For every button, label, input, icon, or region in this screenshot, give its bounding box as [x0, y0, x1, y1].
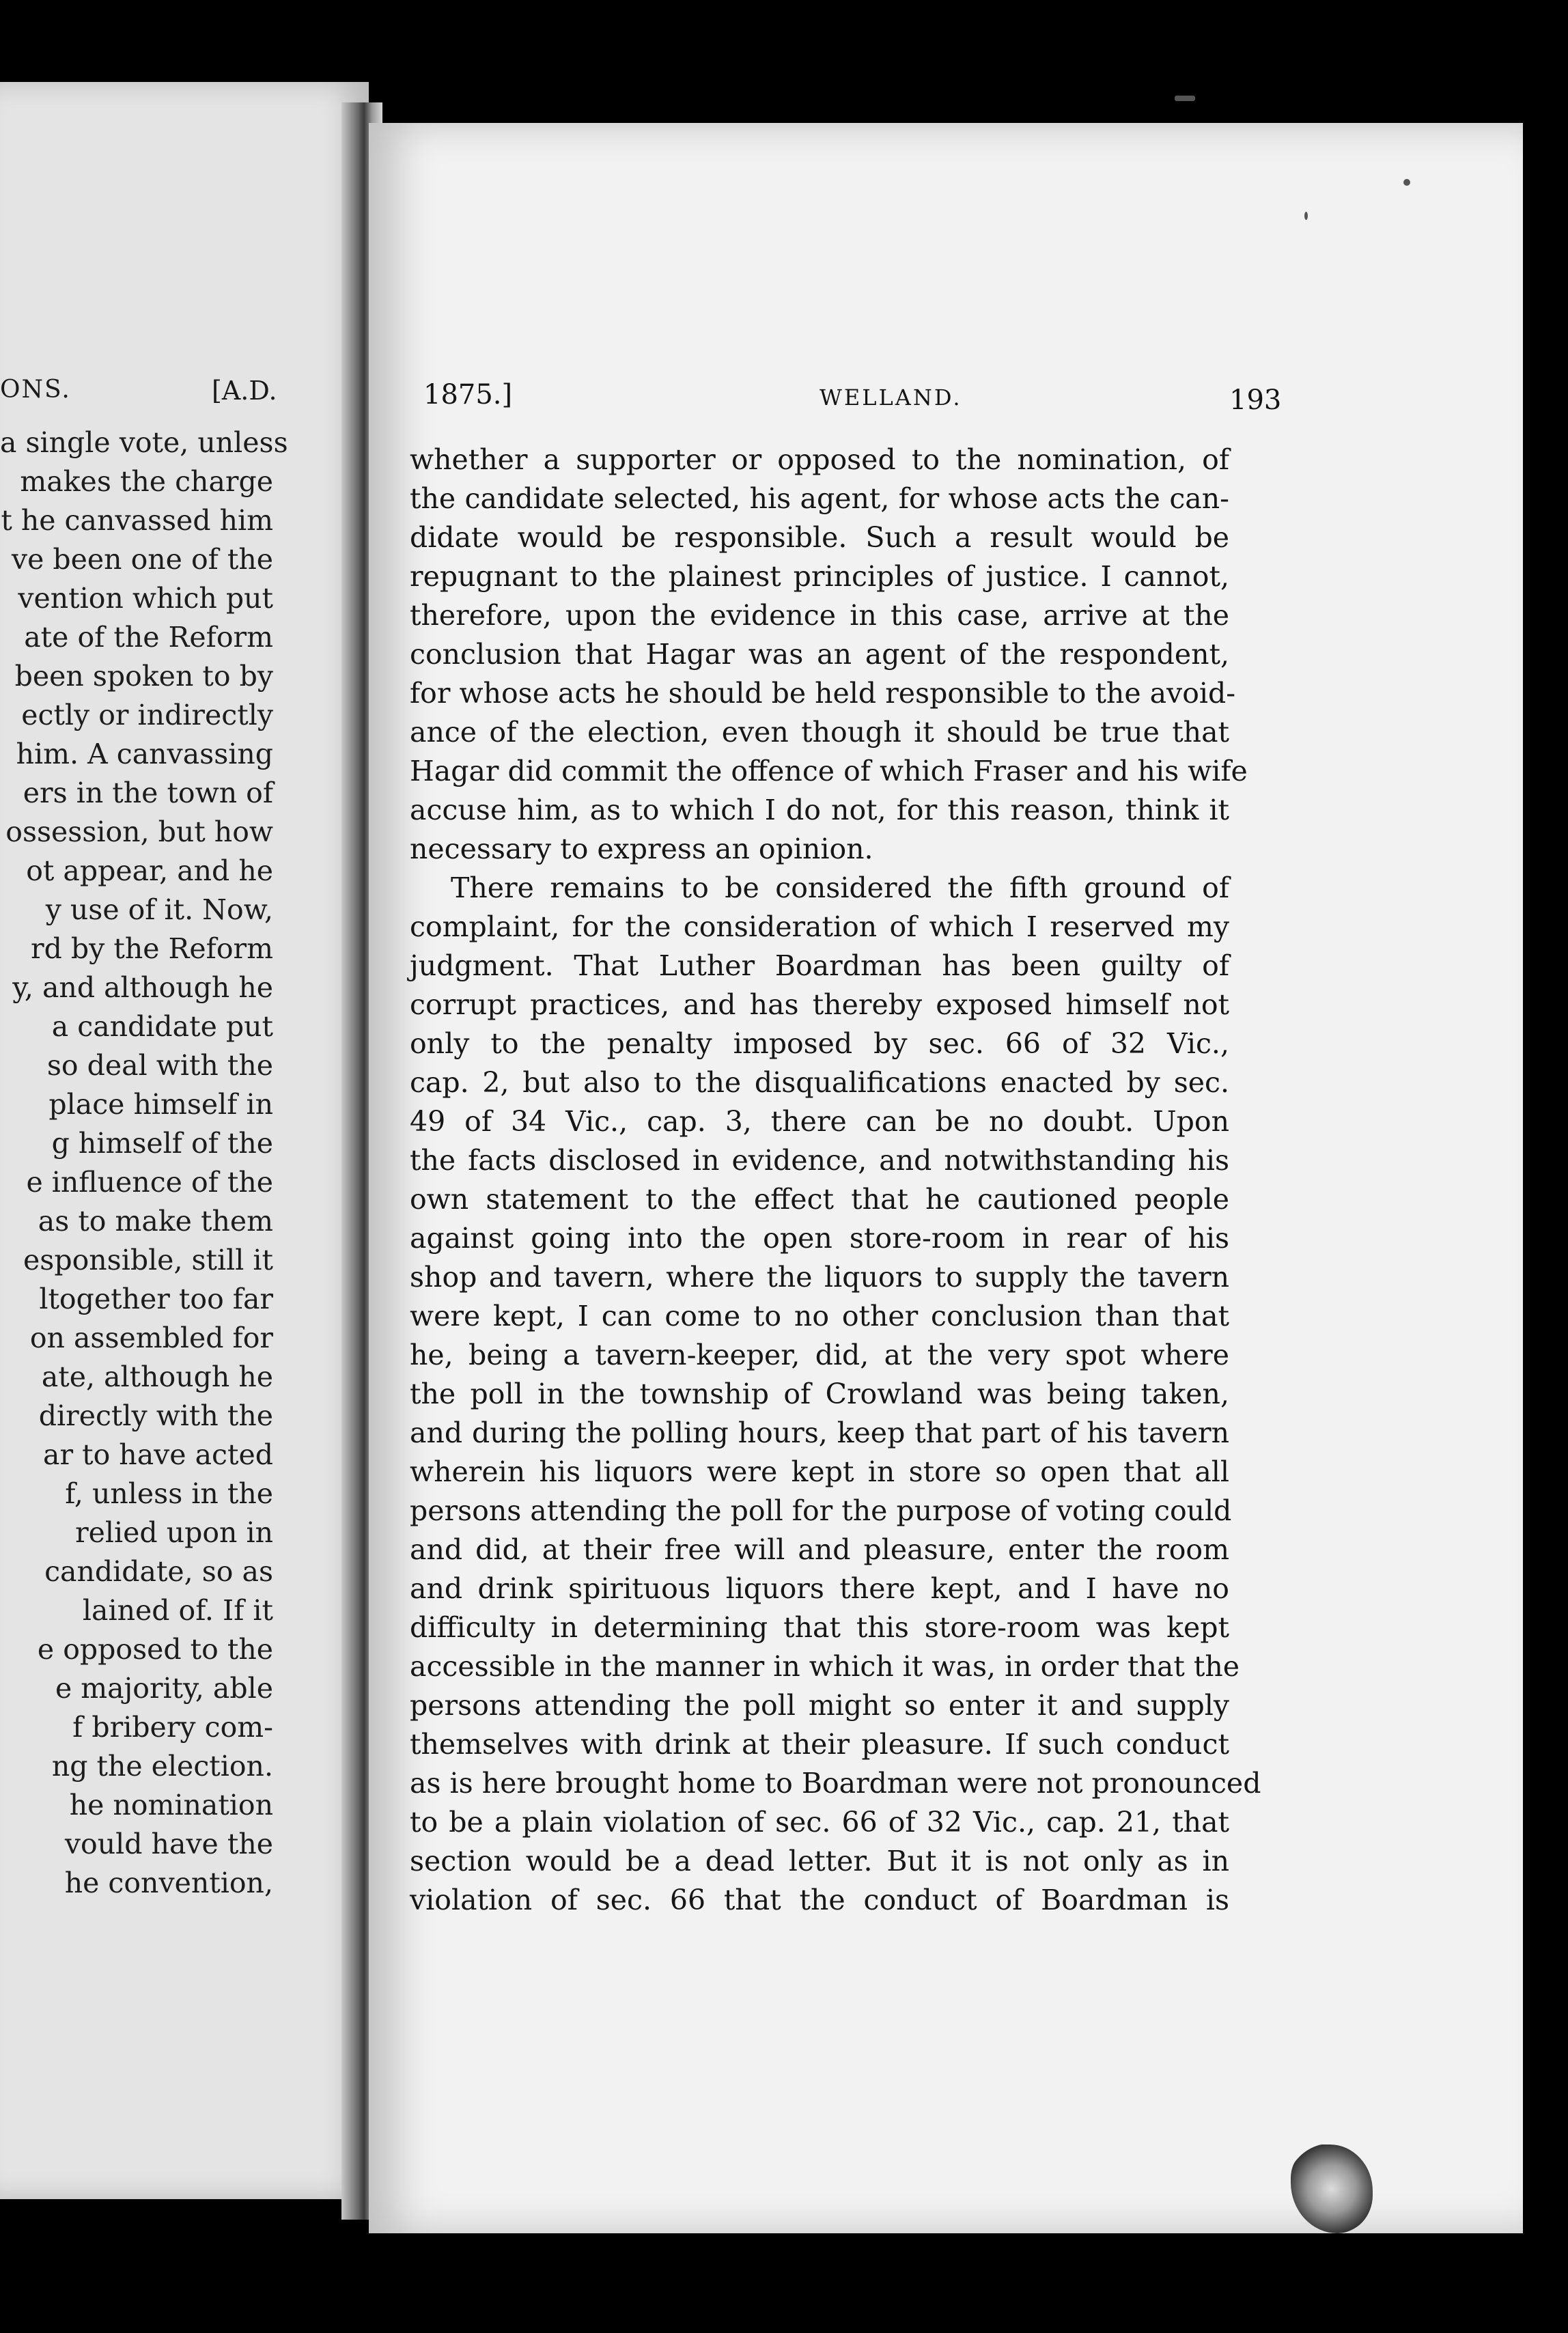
- text-line: the poll in the township of Crowland was being taken,: [410, 1378, 1229, 1410]
- text-line: against going into the open store-room in rear of his: [410, 1222, 1229, 1255]
- text-line: to be a plain violation of sec. 66 of 32 Vic., cap. 21, that: [410, 1806, 1229, 1839]
- left-text-line: on assembled for: [29, 1322, 273, 1354]
- left-text-line: as to make them: [38, 1205, 273, 1238]
- left-text-line: ers in the town of: [23, 777, 273, 809]
- text-line: shop and tavern, where the liquors to supply the tavern: [410, 1261, 1229, 1294]
- left-text-line: lained of. If it: [82, 1594, 273, 1627]
- running-head-title: WELLAND.: [820, 385, 962, 410]
- left-page: [0, 82, 369, 2199]
- text-line: conclusion that Hagar was an agent of the respondent,: [410, 638, 1229, 671]
- left-text-line: vention which put: [18, 582, 273, 615]
- left-text-line: ltogether too far: [39, 1283, 273, 1315]
- left-text-line: f, unless in the: [65, 1477, 273, 1510]
- left-text-line: y use of it. Now,: [45, 893, 273, 926]
- left-text-line: so deal with the: [46, 1049, 273, 1082]
- left-text-line: g himself of the: [51, 1127, 273, 1160]
- left-text-line: e influence of the: [26, 1166, 273, 1199]
- left-page-text: [0, 423, 288, 1903]
- text-line: for whose acts he should be held responsible to the avoid-: [410, 677, 1236, 710]
- left-text-line: he nomination: [69, 1789, 273, 1821]
- scan-speck: [1403, 179, 1410, 186]
- left-text-line: a candidate put: [51, 1010, 273, 1043]
- text-line: and during the polling hours, keep that part of his tavern: [410, 1416, 1229, 1449]
- text-line: whether a supporter or opposed to the nomination, of: [410, 443, 1229, 476]
- text-line: repugnant to the plainest principles of justice. I cannot,: [410, 560, 1229, 593]
- text-line: and drink spirituous liquors there kept, and I have no: [410, 1572, 1229, 1605]
- text-line: section would be a dead letter. But it is not only as in: [410, 1845, 1229, 1877]
- right-page: [369, 123, 1523, 2233]
- text-line: Hagar did commit the offence of which Fraser and his wife: [410, 755, 1248, 787]
- text-line: ance of the election, even though it should be true that: [410, 716, 1229, 749]
- text-line: necessary to express an opinion.: [410, 833, 873, 865]
- left-text-line: t he canvassed him: [1, 504, 273, 537]
- left-header-year: [A.D.: [212, 376, 277, 406]
- text-line: he, being a tavern-keeper, did, at the very spot where: [410, 1339, 1229, 1371]
- left-text-line: been spoken to by: [14, 660, 273, 693]
- text-line: violation of sec. 66 that the conduct of Boardman is: [410, 1884, 1229, 1916]
- left-text-line: place himself in: [48, 1088, 273, 1121]
- left-text-line: vould have the: [64, 1828, 273, 1860]
- left-text-line: e opposed to the: [37, 1633, 273, 1666]
- text-line: wherein his liquors were kept in store so open that all: [410, 1455, 1229, 1488]
- left-text-line: he convention,: [64, 1867, 273, 1899]
- text-line: as is here brought home to Boardman were not pronounced: [410, 1767, 1261, 1800]
- left-text-line: him. A canvassing: [16, 738, 273, 770]
- text-line: the facts disclosed in evidence, and notwithstanding his: [410, 1144, 1229, 1177]
- text-line: corrupt practices, and has thereby exposed himself not: [410, 988, 1229, 1021]
- page-number: 193: [1229, 385, 1282, 416]
- text-line: the candidate selected, his agent, for whose acts the can-: [410, 482, 1229, 515]
- left-text-line: ar to have acted: [43, 1438, 273, 1471]
- left-text-line: ng the election.: [51, 1750, 273, 1783]
- left-text-line: directly with the: [38, 1399, 273, 1432]
- text-line: cap. 2, but also to the disqualifications enacted by sec.: [410, 1066, 1229, 1099]
- left-text-line: f bribery com-: [72, 1711, 273, 1744]
- text-line: accessible in the manner in which it was, in order that the: [410, 1650, 1240, 1683]
- running-head: [423, 379, 1393, 420]
- left-text-line: esponsible, still it: [23, 1244, 273, 1276]
- text-line: persons attending the poll for the purpose of voting could: [410, 1494, 1232, 1527]
- running-head-date: 1875.]: [423, 379, 513, 410]
- text-line: complaint, for the consideration of which I reserved my: [410, 910, 1229, 943]
- left-text-line: ossession, but how: [5, 815, 273, 848]
- left-text-line: y, and although he: [12, 971, 273, 1004]
- text-line: were kept, I can come to no other conclusion than that: [410, 1300, 1229, 1332]
- left-text-line: ate, although he: [41, 1360, 273, 1393]
- left-text-line: makes the charge: [20, 465, 273, 498]
- left-text-line: ve been one of the: [11, 543, 273, 576]
- text-line: There remains to be considered the fifth ground of: [451, 871, 1229, 904]
- left-header-text: ONS.: [0, 376, 71, 404]
- left-text-line: candidate, so as: [44, 1555, 273, 1588]
- text-line: accuse him, as to which I do not, for this reason, think it: [410, 794, 1229, 826]
- left-text-line: relied upon in: [75, 1516, 273, 1549]
- body-text: [410, 441, 1261, 1920]
- left-text-line: ot appear, and he: [26, 854, 273, 887]
- text-line: persons attending the poll might so enter it and supply: [410, 1689, 1229, 1722]
- left-text-line: e majority, able: [55, 1672, 273, 1705]
- text-line: themselves with drink at their pleasure. If such conduct: [410, 1728, 1229, 1761]
- text-line: own statement to the effect that he cautioned people: [410, 1183, 1229, 1216]
- left-text-line: rd by the Reform: [31, 932, 273, 965]
- text-line: only to the penalty imposed by sec. 66 of 32 Vic.,: [410, 1027, 1229, 1060]
- text-line: and did, at their free will and pleasure, enter the room: [410, 1533, 1229, 1566]
- scan-speck: [1175, 96, 1195, 101]
- scan-speck: [1304, 212, 1308, 220]
- left-text-line: ate of the Reform: [24, 621, 273, 654]
- left-text-line: a single vote, unless: [0, 426, 288, 459]
- left-running-head: [0, 376, 287, 430]
- text-line: therefore, upon the evidence in this case, arrive at the: [410, 599, 1229, 632]
- left-text-line: ectly or indirectly: [21, 699, 273, 731]
- text-line: didate would be responsible. Such a result would be: [410, 521, 1229, 554]
- text-line: difficulty in determining that this store-room was kept: [410, 1611, 1229, 1644]
- text-line: 49 of 34 Vic., cap. 3, there can be no doubt. Upon: [410, 1105, 1229, 1138]
- text-line: judgment. That Luther Boardman has been guilty of: [410, 949, 1229, 982]
